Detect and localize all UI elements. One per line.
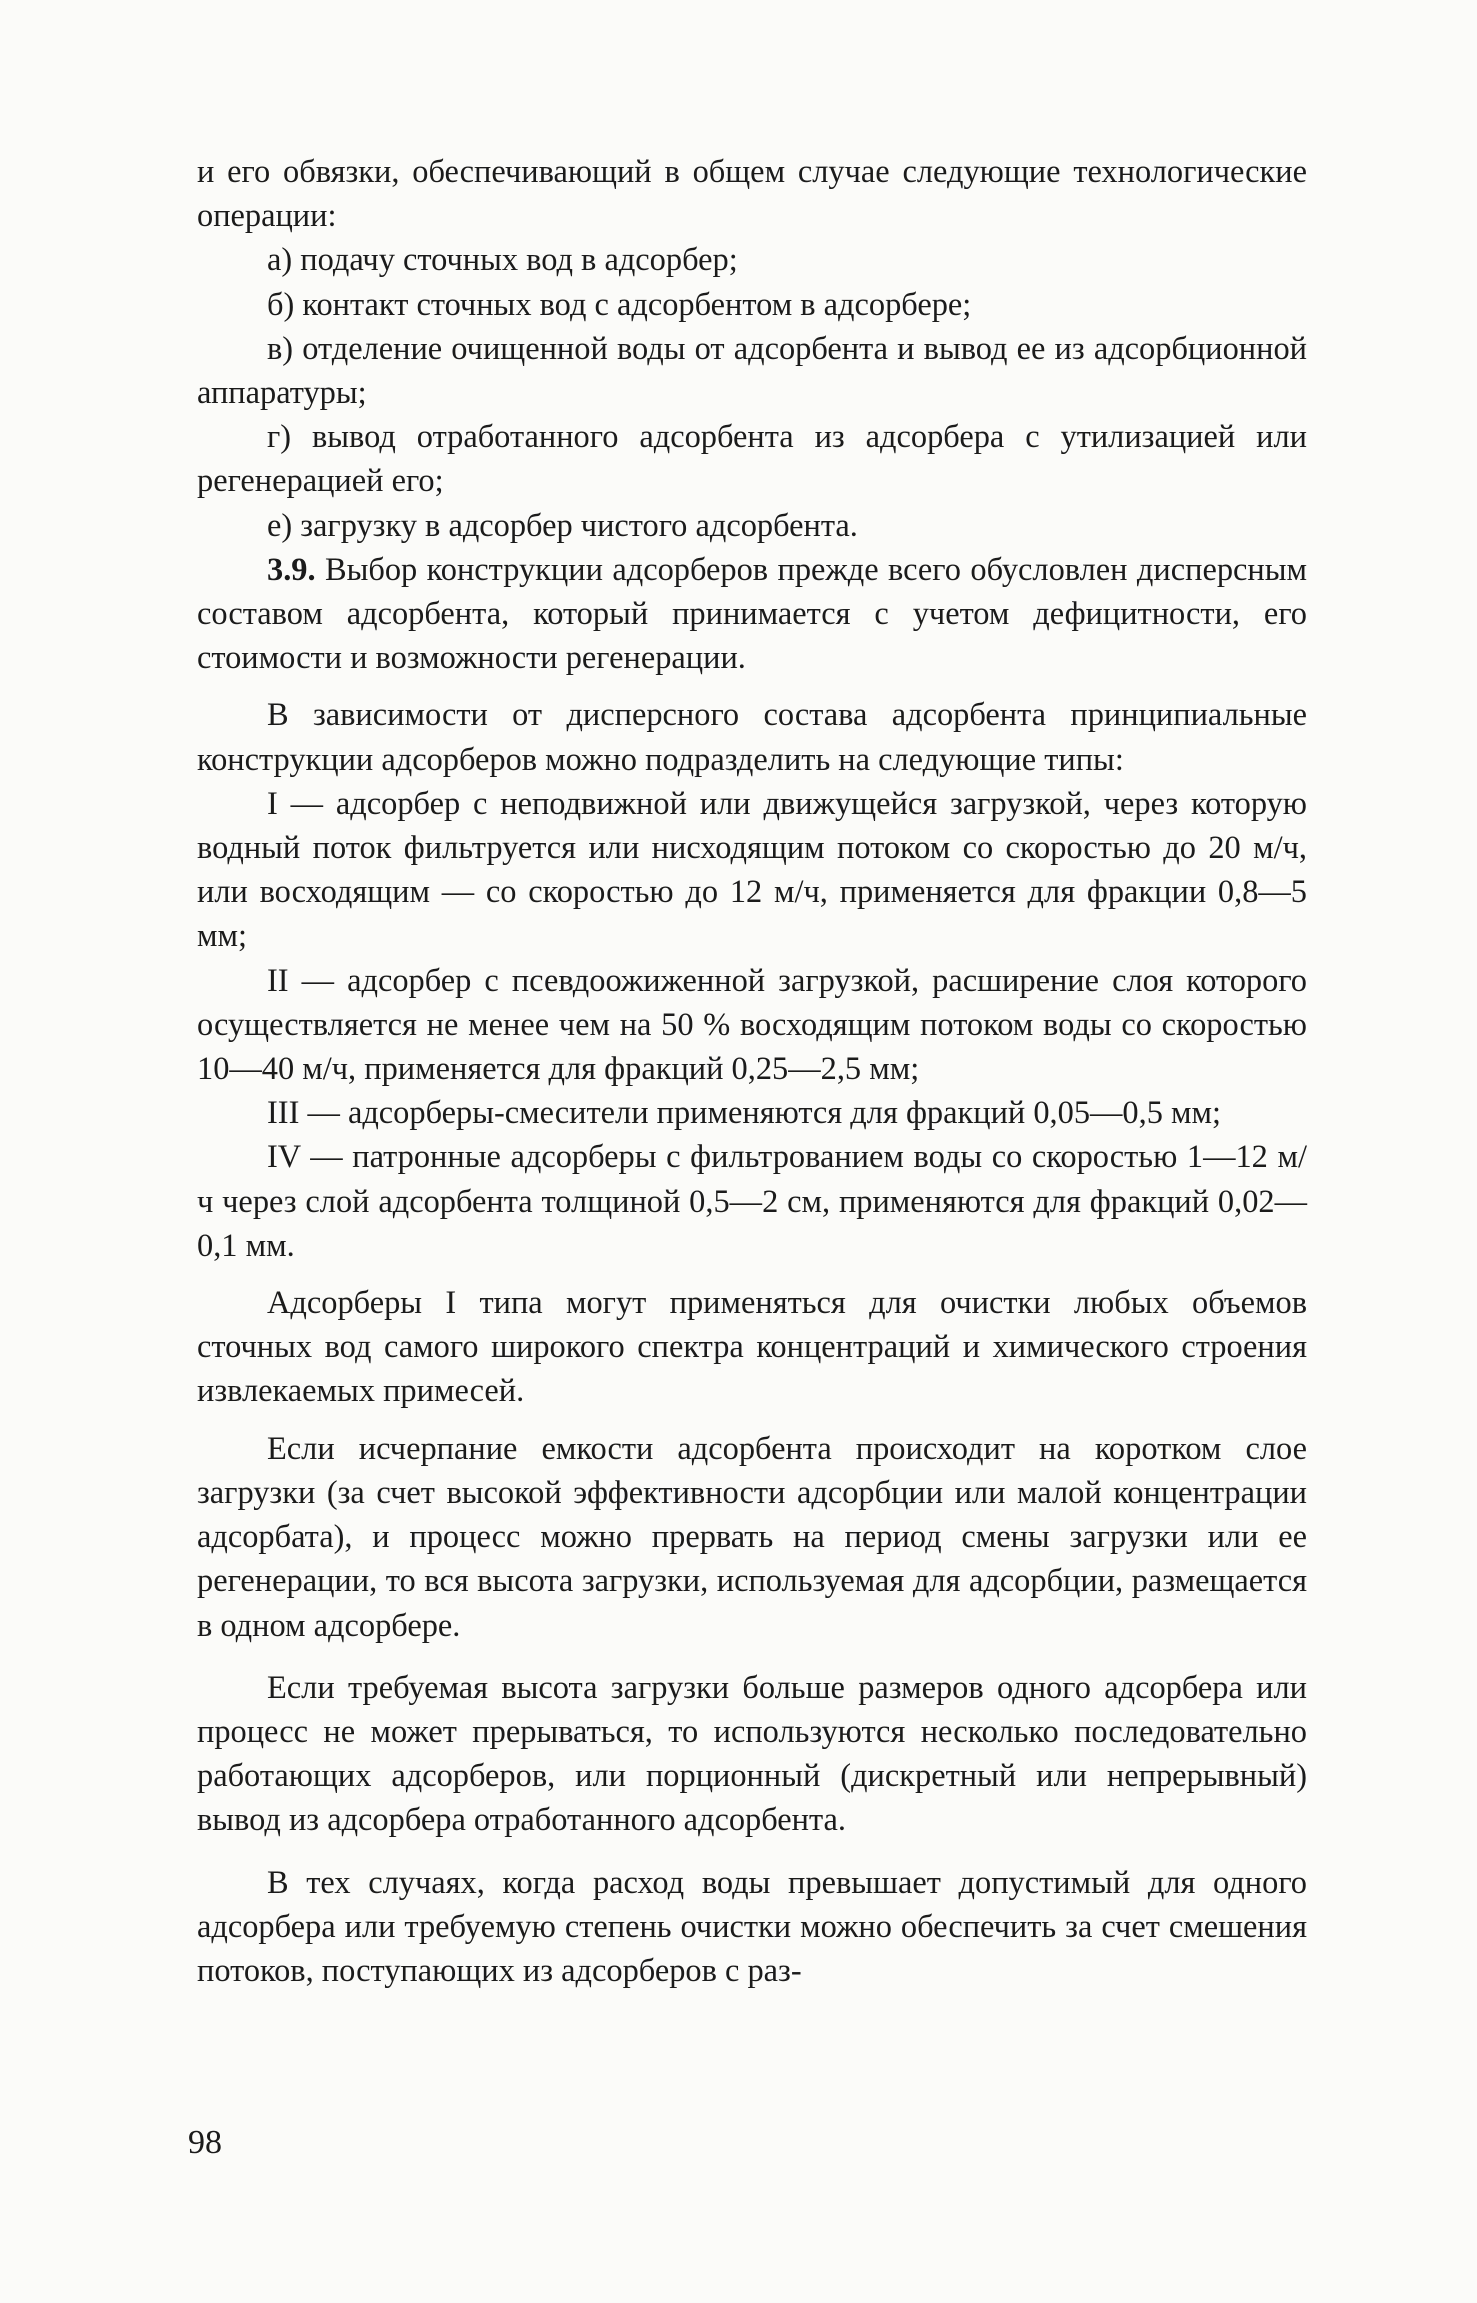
page-number: 98 <box>188 2124 222 2161</box>
page-text-block <box>197 150 1307 1993</box>
list-item-a: а) подачу сточных вод в адсорбер; <box>267 242 738 279</box>
paragraph-continuation: и его обвязки, обеспечивающий в общем случае следующие технологические операции: <box>197 154 1307 235</box>
type-iii-paragraph: III — адсорберы-смесители применяются для фракций 0,05—0,5 мм; <box>267 1095 1221 1132</box>
paragraph-water-flow: В тех случаях, когда расход воды превышает допустимый для одного адсорбера или требуемую степень очистки можно обеспечить за счет смешения потоков, поступающих из адсорберов с раз- <box>197 1864 1307 1989</box>
type-ii-paragraph: II — адсорбер с псевдоожиженной загрузкой, расширение слоя которого осуществляется не менее чем на 50 % восходящим потоком воды со скоростью 10—40 м/ч, применяется для фракций 0,25—2,5 мм; <box>197 962 1307 1088</box>
paragraph-types-intro: В зависимости от дисперсного состава адсорбента принципиальные конструкции адсорберов можно подразделить на следующие типы: <box>197 697 1307 778</box>
paragraph-capacity-exhaustion: Если исчерпание емкости адсорбента происходит на коротком слое загрузки (за счет высокой эффективности адсорбции или малой концентрации адсорбата), и процесс можно прервать на период смены загрузки или ее регенерации, то вся высота загрузки, используемая для адсорбции, размещается в одном адсорбере. <box>197 1430 1307 1644</box>
type-iv-paragraph: IV — патронные адсорберы с фильтрованием воды со скоростью 1—12 м/ч через слой адсорбента толщиной 0,5—2 см, применяются для фракций 0,02—0,1 мм. <box>197 1139 1307 1264</box>
section-3-9-paragraph: 3.9. Выбор конструкции адсорберов прежде всего обусловлен дисперсным составом адсорбента, который принимается с учетом дефицитности, его стоимости и возможности регенерации. <box>197 551 1307 677</box>
list-item-e: е) загрузку в адсорбер чистого адсорбента. <box>267 507 858 544</box>
paragraph-type-i-usage: Адсорберы I типа могут применяться для очистки любых объемов сточных вод самого широкого спектра концентраций и химического строения извлекаемых примесей. <box>197 1285 1307 1410</box>
section-number: 3.9. <box>267 551 316 588</box>
list-item-g: г) вывод отработанного адсорбента из адсорбера с утилизацией или регенерацией его; <box>197 419 1307 500</box>
type-i-paragraph: I — адсорбер с неподвижной или движущейся загрузкой, через которую водный поток фильтруется или нисходящим потоком со скоростью до 20 м/ч, или восходящим — со скоростью до 12 м/ч, применяется для фракции 0,8—5 мм; <box>197 785 1307 955</box>
paragraph-required-height: Если требуемая высота загрузки больше размеров одного адсорбера или процесс не может прерываться, то используются несколько последовательно работающих адсорберов, или порционный (дискретный или непрерывный) вывод из адсорбера отработанного адсорбента. <box>197 1669 1307 1839</box>
list-item-v: в) отделение очищенной воды от адсорбента и вывод ее из адсорбционной аппаратуры; <box>197 330 1307 412</box>
list-item-b: б) контакт сточных вод с адсорбентом в адсорбере; <box>267 286 972 323</box>
